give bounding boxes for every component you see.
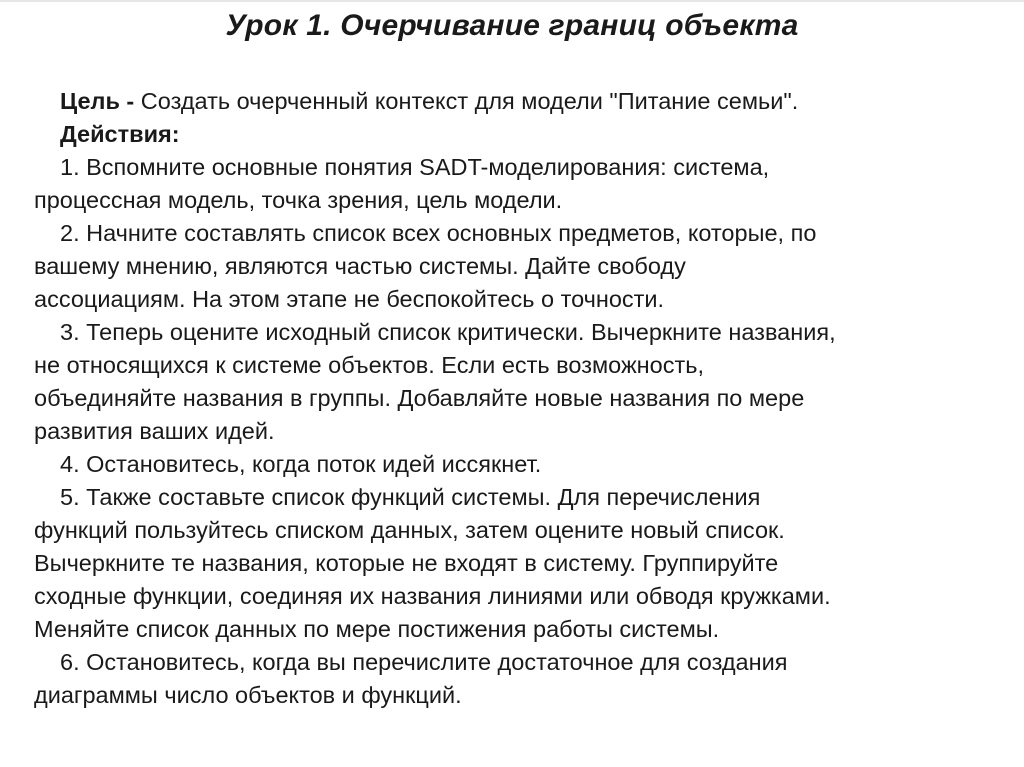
step-3-line-2: не относящихся к системе объектов. Если есть возможность, <box>34 352 704 378</box>
goal-line <box>34 85 1009 118</box>
slide-body <box>34 85 1009 712</box>
step-5-line-3: Вычеркните те названия, которые не входят в систему. Группируйте <box>34 550 779 576</box>
step-4-line-1: 4. Остановитесь, когда поток идей иссякнет. <box>60 451 542 477</box>
step-5-line-1: 5. Также составьте список функций системы. Для перечисления <box>60 484 761 510</box>
step-5-line-2: функций пользуйтесь списком данных, затем оцените новый список. <box>34 517 785 543</box>
step-3-line-4: развития ваших идей. <box>34 418 275 444</box>
step-2-line-2: вашему мнению, являются частью системы. Дайте свободу <box>34 253 686 279</box>
actions-label: Действия: <box>60 121 180 147</box>
step-5-line-5: Меняйте список данных по мере постижения работы системы. <box>34 616 720 642</box>
step-3-line-3: объединяйте названия в группы. Добавляйте новые названия по мере <box>34 385 805 411</box>
step-6-line-2: диаграммы число объектов и функций. <box>34 682 462 708</box>
goal-text: Создать очерченный контекст для модели "Питание семьи". <box>134 88 799 114</box>
step-5-line-4: сходные функции, соединяя их названия линиями или обводя кружками. <box>34 583 831 609</box>
step-2-line-1: 2. Начните составлять список всех основных предметов, которые, по <box>60 220 817 246</box>
step-2-line-3: ассоциациям. На этом этапе не беспокойтесь о точности. <box>34 286 665 312</box>
step-1-line-2: процессная модель, точка зрения, цель модели. <box>34 187 563 213</box>
step-3-line-1: 3. Теперь оцените исходный список критически. Вычеркните названия, <box>60 319 836 345</box>
slide-title: Урок 1. Очерчивание границ объекта <box>225 9 799 42</box>
step-6-line-1: 6. Остановитесь, когда вы перечислите достаточное для создания <box>60 649 788 675</box>
goal-label: Цель - <box>60 88 135 114</box>
step-1-line-1: 1. Вспомните основные понятия SADT-моделирования: система, <box>60 154 770 180</box>
